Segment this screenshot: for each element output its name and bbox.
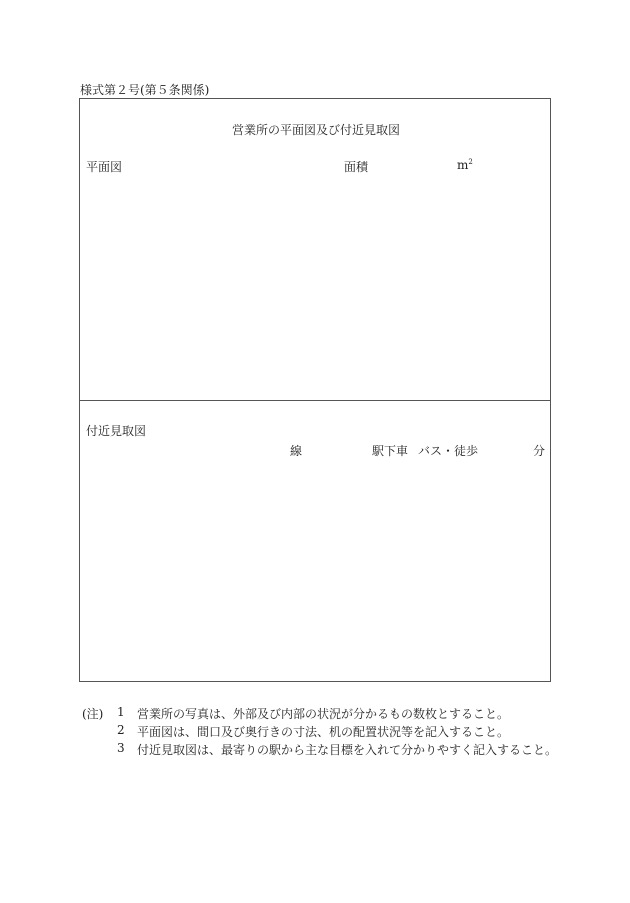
vicinity-map-label: 付近見取図 [86,424,147,438]
note-text: 営業所の写真は、外部及び内部の状況が分かるもの数枚とすること。 [137,707,510,721]
note-text: 平面図は、間口及び奥行きの寸法、机の配置状況等を記入すること。 [137,725,510,739]
note-text: 付近見取図は、最寄りの駅から主な目標を入れて分かりやすく記入すること。 [137,743,558,757]
form-number-label: 様式第２号(第５条関係) [80,83,210,97]
section-divider [80,400,550,401]
note-number: 3 [117,741,125,755]
notes-prefix: (注) [82,707,104,721]
floor-plan-drawing-area[interactable] [80,179,550,399]
floor-plan-label: 平面図 [86,160,123,174]
area-unit-label: $m^2$ [457,158,473,172]
station-label: 駅下車 [372,444,409,458]
line-label: 線 [290,444,303,458]
form-table [79,98,551,682]
note-number: 1 [117,705,125,719]
area-label: 面積 [344,160,369,174]
note-number: 2 [117,723,125,737]
minutes-label: 分 [532,444,545,458]
transport-label: バス・徒歩 [418,444,479,458]
vicinity-map-drawing-area[interactable] [80,464,550,679]
document-title: 営業所の平面図及び付近見取図 [231,123,400,137]
